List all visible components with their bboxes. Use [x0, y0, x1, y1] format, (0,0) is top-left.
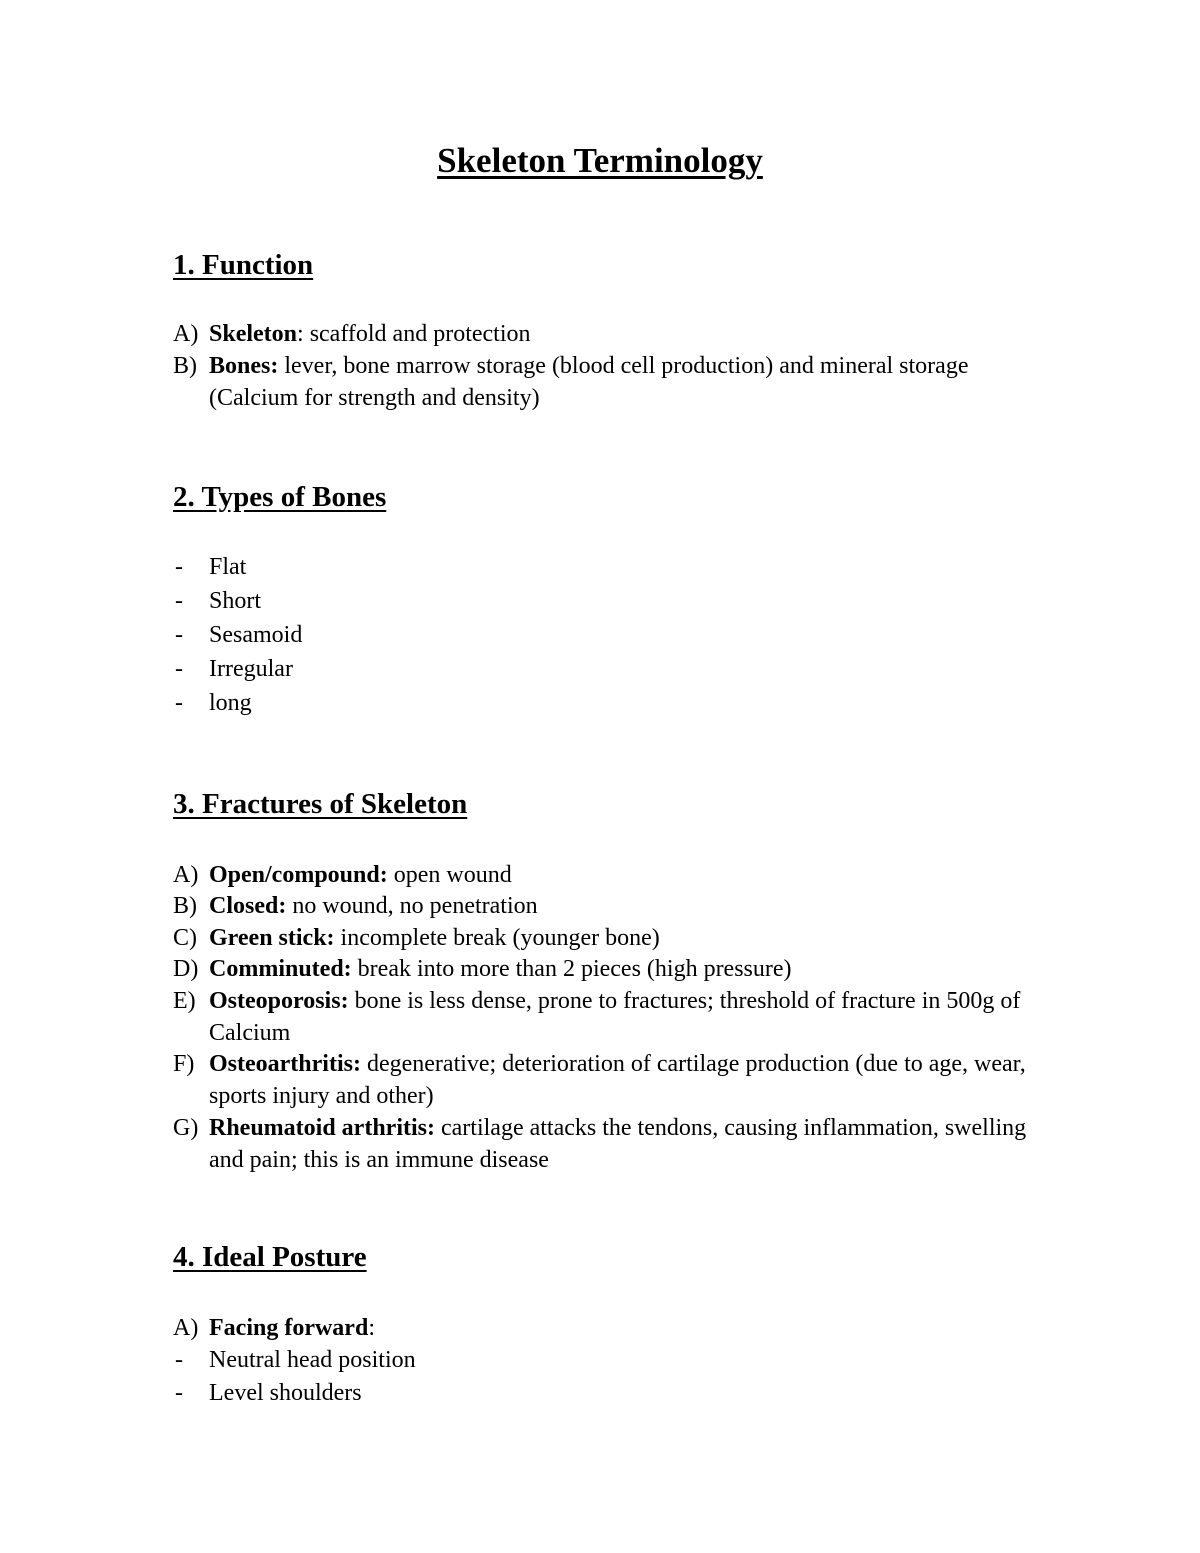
bone-type-item: [173, 688, 1063, 720]
term: Comminuted:: [209, 956, 352, 982]
section-heading-posture: 4. Ideal Posture: [173, 1241, 367, 1273]
fracture-item: [173, 860, 1063, 892]
bone-type-label: Flat: [209, 554, 247, 580]
definition: open wound: [387, 862, 512, 888]
posture-item-facing-forward: [173, 1313, 1063, 1345]
bone-type-item: [173, 620, 1063, 652]
list-marker: B): [173, 353, 197, 379]
bone-type-item: [173, 654, 1063, 686]
posture-item: [173, 1345, 1063, 1377]
list-marker: -: [175, 622, 183, 648]
list-marker: D): [173, 956, 199, 982]
bone-type-label: Short: [209, 588, 262, 614]
fracture-item: [173, 986, 1063, 1049]
term-suffix: :: [368, 1315, 375, 1341]
bone-type-label: long: [209, 690, 252, 716]
fracture-item: [173, 1113, 1063, 1176]
list-marker: -: [175, 554, 183, 580]
term: Facing forward: [209, 1315, 369, 1341]
list-marker: A): [173, 862, 199, 888]
term: Open/compound:: [209, 862, 388, 888]
term: Osteoporosis:: [209, 988, 349, 1014]
list-marker: C): [173, 925, 197, 951]
definition: incomplete break (younger bone): [334, 925, 660, 951]
list-marker: F): [173, 1051, 195, 1077]
fracture-item: [173, 954, 1063, 986]
section-heading-function: 1. Function: [173, 249, 314, 281]
bone-type-label: Sesamoid: [209, 622, 303, 648]
term-suffix: :: [297, 321, 304, 347]
posture-label: Neutral head position: [209, 1347, 416, 1373]
term: Skeleton: [209, 321, 298, 347]
bone-type-label: Irregular: [209, 656, 293, 682]
list-marker: A): [173, 321, 199, 347]
list-marker: -: [175, 1347, 183, 1373]
definition: cartilage attacks the tendons, causing inflammation, swelling and pain; this is an immune disease: [209, 1115, 1027, 1173]
fracture-item: [173, 1049, 1063, 1112]
list-marker: G): [173, 1115, 199, 1141]
fracture-item: [173, 891, 1063, 923]
document-title: Skeleton Terminology: [437, 141, 763, 180]
term: Osteoarthritis:: [209, 1051, 361, 1077]
list-marker: B): [173, 893, 197, 919]
term: Rheumatoid arthritis:: [209, 1115, 435, 1141]
function-item-skeleton: [173, 319, 1063, 351]
definition: no wound, no penetration: [286, 893, 538, 919]
posture-label: Level shoulders: [209, 1380, 362, 1406]
list-marker: -: [175, 588, 183, 614]
definition: break into more than 2 pieces (high pressure): [351, 956, 792, 982]
list-marker: -: [175, 690, 183, 716]
section-heading-types: 2. Types of Bones: [173, 481, 387, 513]
term: Green stick:: [209, 925, 335, 951]
term: Closed:: [209, 893, 287, 919]
list-marker: -: [175, 656, 183, 682]
definition: scaffold and protection: [303, 321, 531, 347]
bone-type-item: [173, 552, 1063, 584]
list-marker: E): [173, 988, 196, 1014]
list-marker: A): [173, 1315, 199, 1341]
term: Bones:: [209, 353, 279, 379]
section-heading-fractures: 3. Fractures of Skeleton: [173, 788, 468, 820]
definition: bone is less dense, prone to fractures; threshold of fracture in 500g of Calcium: [209, 988, 1021, 1046]
bone-type-item: [173, 586, 1063, 618]
function-item-bones: [173, 351, 1063, 414]
list-marker: -: [175, 1380, 183, 1406]
posture-item: [173, 1378, 1063, 1410]
fracture-item: [173, 923, 1063, 955]
definition: degenerative; deterioration of cartilage production (due to age, wear, sports injury and other): [209, 1051, 1026, 1109]
definition: lever, bone marrow storage (blood cell production) and mineral storage (Calcium for strength and density): [209, 353, 969, 411]
